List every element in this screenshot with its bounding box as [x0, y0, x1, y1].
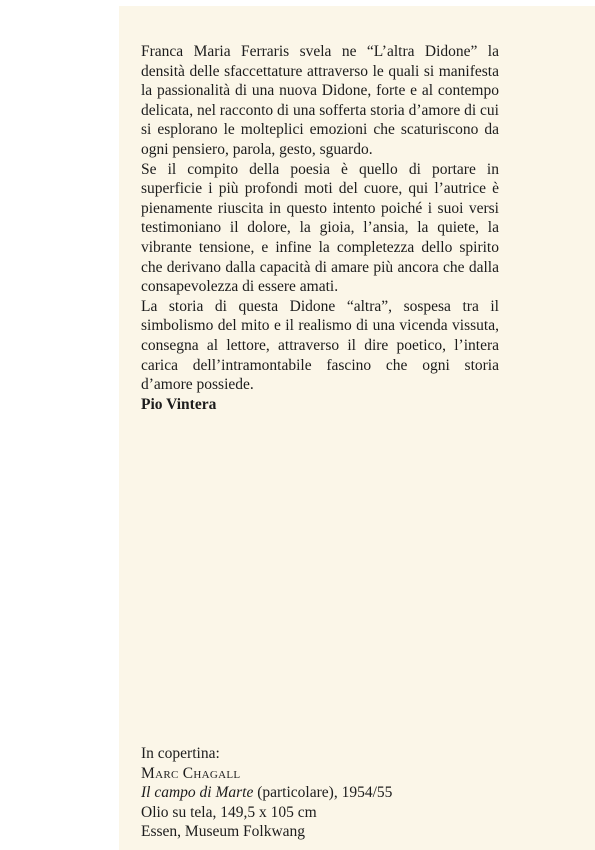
- cover-credits: [141, 744, 392, 842]
- blurb-signature: Pio Vintera: [141, 395, 217, 413]
- blurb-paragraph-3: La storia di questa Didone “altra”, sospesa tra il simbolismo del mito e il realismo di una vicenda vissuta, consegna al lettore, attraverso il dire poetico, l’intera carica dell’intramontabile fascino che ogni storia d’amore possiede.: [141, 297, 499, 394]
- credits-location: Essen, Museum Folkwang: [141, 823, 306, 841]
- credits-artist: Marc Chagall: [141, 764, 241, 782]
- credits-heading: In copertina:: [141, 745, 220, 762]
- credits-artwork-detail: (particolare), 1954/55: [253, 784, 393, 802]
- blurb-paragraph-1: Franca Maria Ferraris svela ne “L’altra Didone” la densità delle sfaccettature attraverso le quali si manifesta la passionalità di una nuova Didone, forte e al contempo delicata, nel racconto di una sofferta storia d’amore di cui si esplorano le molteplici emozioni che scaturiscono da ogni pensiero, parola, gesto, sguardo.: [141, 43, 499, 158]
- blurb-paragraph-2: Se il compito della poesia è quello di portare in superficie i più profondi moti del cuore, qui l’autrice è pienamente riuscita in questo intento poiché i suoi versi testimoniano il dolore, la gioia, l’ansia, la quiete, la vibrante tensione, e infine la completezza dello spirito che derivano dalla capacità di amare più ancora che dalla consapevolezza di essere amati.: [141, 160, 499, 296]
- credits-artwork-title: Il campo di Marte: [141, 784, 254, 802]
- credits-medium: Olio su tela, 149,5 x 105 cm: [141, 803, 317, 821]
- blurb-text: [141, 42, 499, 414]
- credits-artwork: [141, 783, 392, 803]
- back-cover-page: [119, 6, 595, 850]
